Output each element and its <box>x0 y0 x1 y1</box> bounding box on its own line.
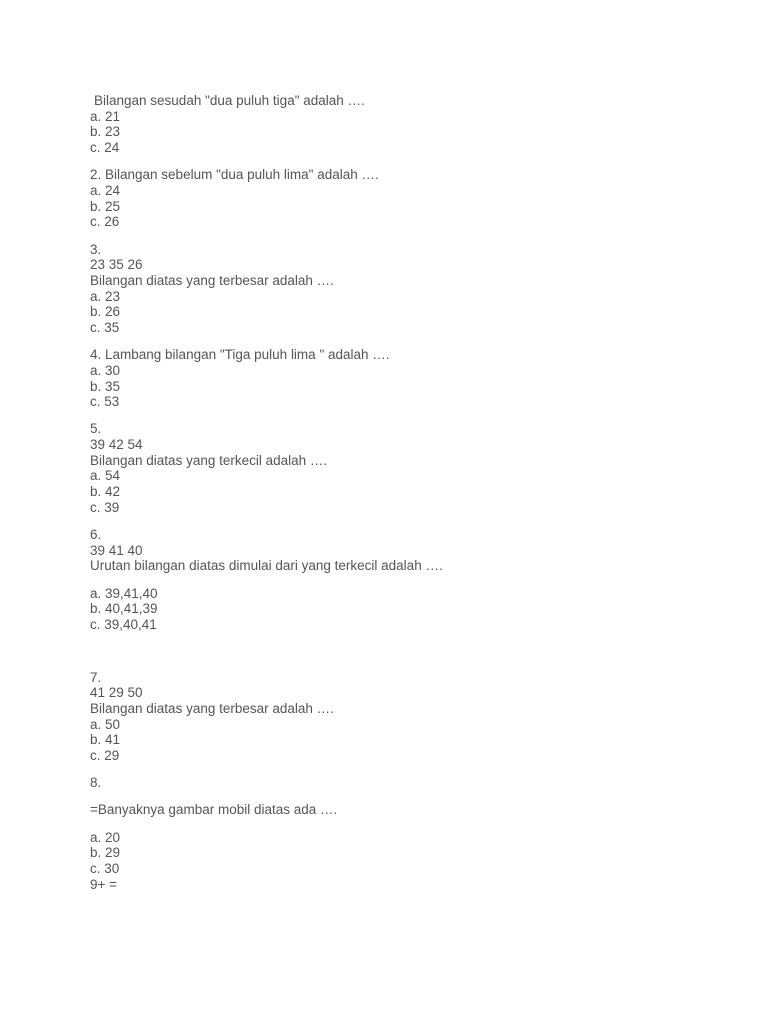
document-page <box>90 93 730 892</box>
question-stem: 2. Bilangan sebelum "dua puluh lima" adalah …. <box>90 167 379 183</box>
question-2 <box>90 167 730 230</box>
option-b: b. 25 <box>90 198 121 214</box>
trailing-question: 9+ = <box>90 876 118 892</box>
question-number: 3. <box>90 241 102 257</box>
question-stem: Bilangan diatas yang terkecil adalah …. <box>90 452 328 468</box>
option-b: b. 41 <box>90 732 121 748</box>
question-number: 5. <box>90 421 102 437</box>
question-number: 6. <box>90 527 102 542</box>
question-stem: Bilangan diatas yang terbesar adalah …. <box>90 272 334 288</box>
question-number: 8. <box>90 775 102 791</box>
option-a: a. 20 <box>90 829 121 845</box>
option-c: c. 39,40,41 <box>90 616 157 632</box>
option-c: c. 24 <box>90 140 120 156</box>
number-set: 39 41 40 <box>90 542 143 558</box>
question-1 <box>90 93 730 156</box>
number-set: 39 42 54 <box>90 437 143 453</box>
option-b: b. 35 <box>90 378 121 394</box>
number-set: 41 29 50 <box>90 685 143 701</box>
option-a: a. 39,41,40 <box>90 585 158 601</box>
option-c: c. 30 <box>90 861 120 876</box>
question-stem: =Banyaknya gambar mobil diatas ada …. <box>90 802 338 818</box>
option-c: c. 26 <box>90 214 120 230</box>
question-8 <box>90 775 730 892</box>
option-c: c. 29 <box>90 748 120 764</box>
option-c: c. 35 <box>90 319 120 335</box>
question-3 <box>90 242 730 336</box>
question-stem: Bilangan sesudah "dua puluh tiga" adalah …. <box>94 93 365 108</box>
option-a: a. 54 <box>90 468 121 484</box>
question-number: 7. <box>90 669 102 685</box>
option-b: b. 26 <box>90 304 121 320</box>
option-a: a. 24 <box>90 182 121 198</box>
option-a: a. 23 <box>90 288 121 304</box>
option-a: a. 21 <box>90 108 121 124</box>
option-b: b. 40,41,39 <box>90 601 158 617</box>
option-c: c. 39 <box>90 499 120 515</box>
option-b: b. 23 <box>90 124 121 140</box>
question-stem: Urutan bilangan diatas dimulai dari yang terkecil adalah …. <box>90 558 443 574</box>
question-4 <box>90 347 730 410</box>
option-c: c. 53 <box>90 394 120 410</box>
option-a: a. 50 <box>90 716 121 732</box>
question-5 <box>90 421 730 515</box>
option-b: b. 42 <box>90 484 121 500</box>
number-set: 23 35 26 <box>90 257 143 273</box>
question-7 <box>90 670 730 764</box>
option-a: a. 30 <box>90 362 121 378</box>
question-stem: 4. Lambang bilangan "Tiga puluh lima " adalah …. <box>90 347 390 363</box>
question-stem: Bilangan diatas yang terbesar adalah …. <box>90 701 334 716</box>
option-b: b. 29 <box>90 845 121 861</box>
question-6 <box>90 527 730 633</box>
